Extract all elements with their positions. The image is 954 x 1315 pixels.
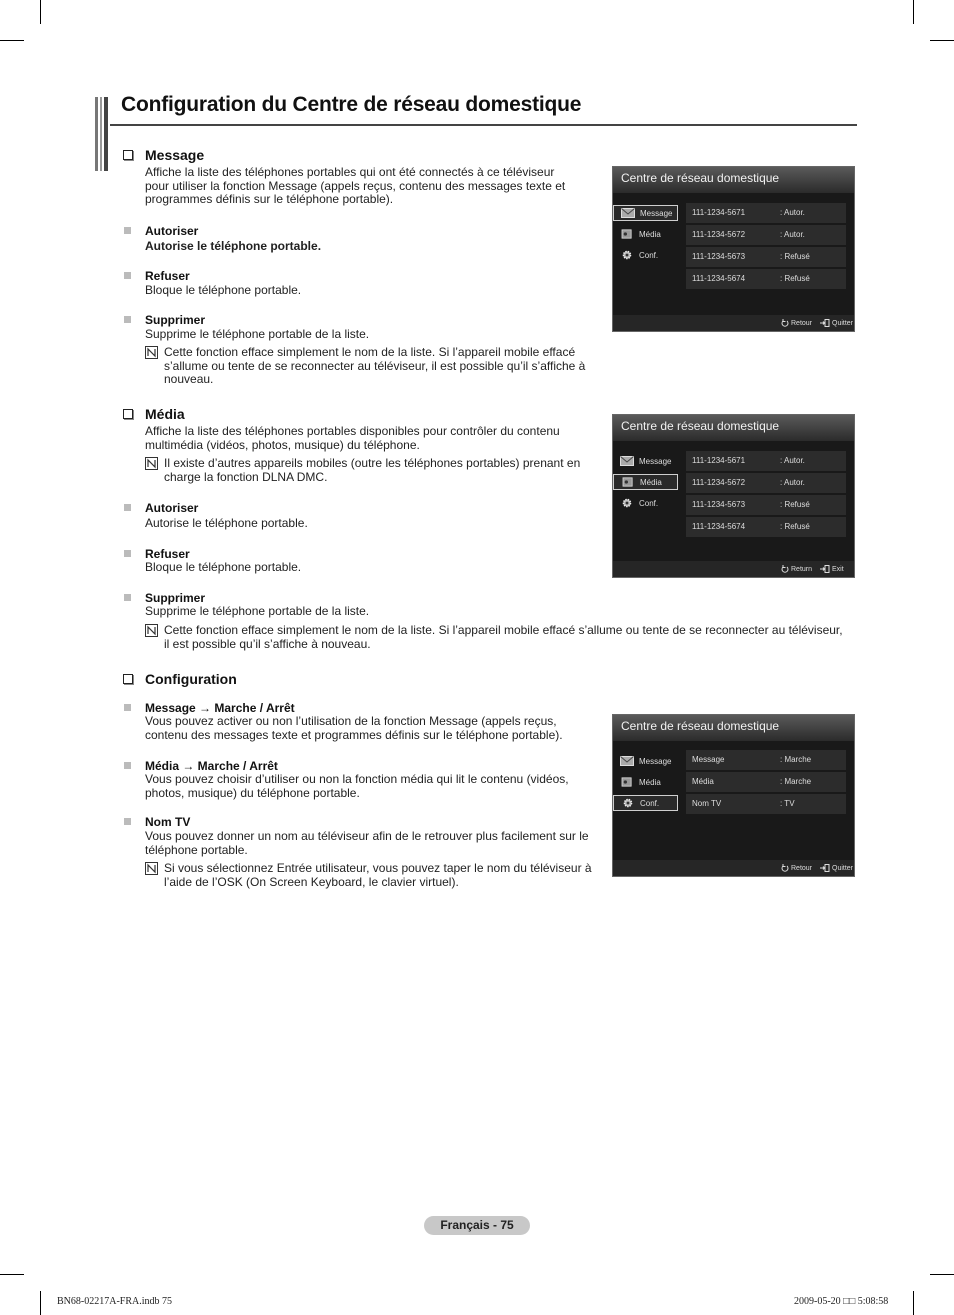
media-intro: Affiche la liste des téléphones portables disponibles pour contrôler du contenu multimédia (vidéos, photos, musique) du téléphone. <box>145 424 560 452</box>
screen-footer <box>613 561 854 577</box>
envelope-icon <box>620 756 634 766</box>
screen-footer <box>613 315 854 331</box>
note-text: Il existe d’autres appareils mobiles (outre les téléphones portables) prenant en charge la fonction DLNA DMC. <box>164 456 581 484</box>
menu-item-conf[interactable]: Conf. <box>613 795 678 811</box>
return-icon <box>781 319 789 327</box>
screen-footer <box>613 860 854 876</box>
page-number: Français - 75 <box>424 1216 530 1235</box>
print-file-info: BN68-02217A-FRA.indb 75 <box>57 1296 173 1307</box>
bullet-icon <box>124 818 131 825</box>
note-text: Cette fonction efface simplement le nom de la liste. Si l’appareil mobile effacé s’allume ou tente de se reconnecter au téléviseur, il est possible qu’il s’affiche à nouveau. <box>164 345 586 386</box>
item-desc: Vous pouvez choisir d’utiliser ou non la fonction média qui lit le contenu (vidéos, photos, musique) du téléphone portable. <box>145 772 569 800</box>
envelope-icon <box>621 208 635 218</box>
item-desc: Autorise le téléphone portable. <box>145 516 308 530</box>
media-icon <box>620 777 634 787</box>
item-title: Média → Marche / Arrêt <box>145 759 278 773</box>
screen-title: Centre de réseau domestique <box>613 167 854 193</box>
item-title: Message → Marche / Arrêt <box>145 701 295 715</box>
screen-title: Centre de réseau domestique <box>613 715 854 741</box>
section-heading-media: Média <box>123 406 185 422</box>
menu-item-message[interactable]: Message <box>613 205 678 221</box>
bullet-icon <box>124 550 131 557</box>
menu-item-message[interactable]: Message <box>613 453 678 469</box>
crop-mark <box>40 0 41 24</box>
setting-row-message[interactable]: Message : Marche <box>686 750 846 770</box>
crop-mark <box>40 1291 41 1315</box>
checkbox-icon <box>123 674 133 684</box>
item-desc: Supprime le téléphone portable de la liste. <box>145 327 370 341</box>
return-icon <box>781 565 789 573</box>
crop-mark <box>930 1274 954 1275</box>
envelope-icon <box>620 456 634 466</box>
list-item[interactable]: 111-1234-5673 : Refusé <box>686 247 846 267</box>
bullet-icon <box>124 316 131 323</box>
menu-item-media[interactable]: Média <box>613 474 678 490</box>
crop-mark <box>0 1274 24 1275</box>
list-item[interactable]: 111-1234-5672 : Autor. <box>686 473 846 493</box>
item-desc: Vous pouvez activer ou non l’utilisation de la fonction Message (appels reçus, contenu des messages texte et programmes définis sur le téléphone portable). <box>145 714 563 742</box>
list-item[interactable]: 111-1234-5671 : Autor. <box>686 451 846 471</box>
note-icon <box>145 346 158 359</box>
print-date-info: 2009-05-20 □□ 5:08:58 <box>794 1296 889 1307</box>
list-item[interactable]: 111-1234-5671 : Autor. <box>686 203 846 223</box>
item-title: Refuser <box>145 547 190 561</box>
item-desc: Autorise le téléphone portable. <box>145 239 322 253</box>
item-title: Nom TV <box>145 815 191 829</box>
return-button[interactable]: Retour <box>781 864 812 872</box>
exit-icon <box>820 864 830 872</box>
exit-icon <box>820 319 830 327</box>
menu-item-media[interactable]: Média <box>613 226 678 242</box>
gear-icon <box>620 498 634 508</box>
exit-button[interactable]: Quitter <box>820 864 853 872</box>
item-title: Autoriser <box>145 224 199 238</box>
list-item[interactable]: 111-1234-5673 : Refusé <box>686 495 846 515</box>
item-title: Supprimer <box>145 591 206 605</box>
list-item[interactable]: 111-1234-5674 : Refusé <box>686 269 846 289</box>
list-item[interactable]: 111-1234-5672 : Autor. <box>686 225 846 245</box>
bullet-icon <box>124 594 131 601</box>
note-icon <box>145 624 158 637</box>
item-title: Autoriser <box>145 501 199 515</box>
exit-button[interactable]: Exit <box>820 565 844 573</box>
gear-icon <box>621 798 635 808</box>
note-icon <box>145 457 158 470</box>
note-text: Cette fonction efface simplement le nom de la liste. Si l’appareil mobile effacé s’allume ou tente de se reconnecter au téléviseur, il est possible qu’il s’affiche à nouveau. <box>164 623 843 651</box>
bullet-icon <box>124 272 131 279</box>
setting-row-tv-name[interactable]: Nom TV : TV <box>686 794 846 814</box>
screen-title: Centre de réseau domestique <box>613 415 854 441</box>
section-heading-configuration: Configuration <box>123 671 237 687</box>
checkbox-icon <box>123 409 133 419</box>
tv-screen-configuration <box>612 714 855 877</box>
crop-mark <box>0 40 24 41</box>
title-rule <box>110 124 857 126</box>
item-title: Supprimer <box>145 313 206 327</box>
bullet-icon <box>124 762 131 769</box>
media-icon <box>620 229 634 239</box>
item-desc: Bloque le téléphone portable. <box>145 560 302 574</box>
item-desc: Vous pouvez donner un nom au téléviseur afin de le retrouver plus facilement sur le téléphone portable. <box>145 829 589 857</box>
checkbox-icon <box>123 150 133 160</box>
item-title: Refuser <box>145 269 190 283</box>
media-icon <box>621 477 635 487</box>
return-button[interactable]: Retour <box>781 319 812 327</box>
bullet-icon <box>124 704 131 711</box>
return-button[interactable]: Return <box>781 565 812 573</box>
gear-icon <box>620 250 634 260</box>
tv-screen-media <box>612 414 855 578</box>
crop-mark <box>930 40 954 41</box>
tv-screen-message <box>612 166 855 332</box>
setting-row-media[interactable]: Média : Marche <box>686 772 846 792</box>
page-title: Configuration du Centre de réseau domestique <box>121 93 582 116</box>
bullet-icon <box>124 504 131 511</box>
menu-item-message[interactable]: Message <box>613 753 678 769</box>
menu-item-media[interactable]: Média <box>613 774 678 790</box>
section-heading-message: Message <box>123 147 204 163</box>
bullet-icon <box>124 227 131 234</box>
note-icon <box>145 862 158 875</box>
note-text: Si vous sélectionnez Entrée utilisateur, vous pouvez taper le nom du téléviseur à l’aide de l’OSK (On Screen Keyboard, le clavier virtuel). <box>164 861 592 889</box>
exit-button[interactable]: Quitter <box>820 319 853 327</box>
item-desc: Supprime le téléphone portable de la liste. <box>145 604 370 618</box>
message-intro: Affiche la liste des téléphones portables qui ont été connectés à ce téléviseur pour utiliser la fonction Message (appels reçus, contenu des messages texte et programmes définis sur le téléphone portable). <box>145 165 566 206</box>
return-icon <box>781 864 789 872</box>
menu-item-conf[interactable]: Conf. <box>613 247 678 263</box>
crop-mark <box>913 1291 914 1315</box>
menu-item-conf[interactable]: Conf. <box>613 495 678 511</box>
exit-icon <box>820 565 830 573</box>
list-item[interactable]: 111-1234-5674 : Refusé <box>686 517 846 537</box>
title-decoration <box>95 97 109 171</box>
crop-mark <box>913 0 914 24</box>
item-desc: Bloque le téléphone portable. <box>145 283 302 297</box>
